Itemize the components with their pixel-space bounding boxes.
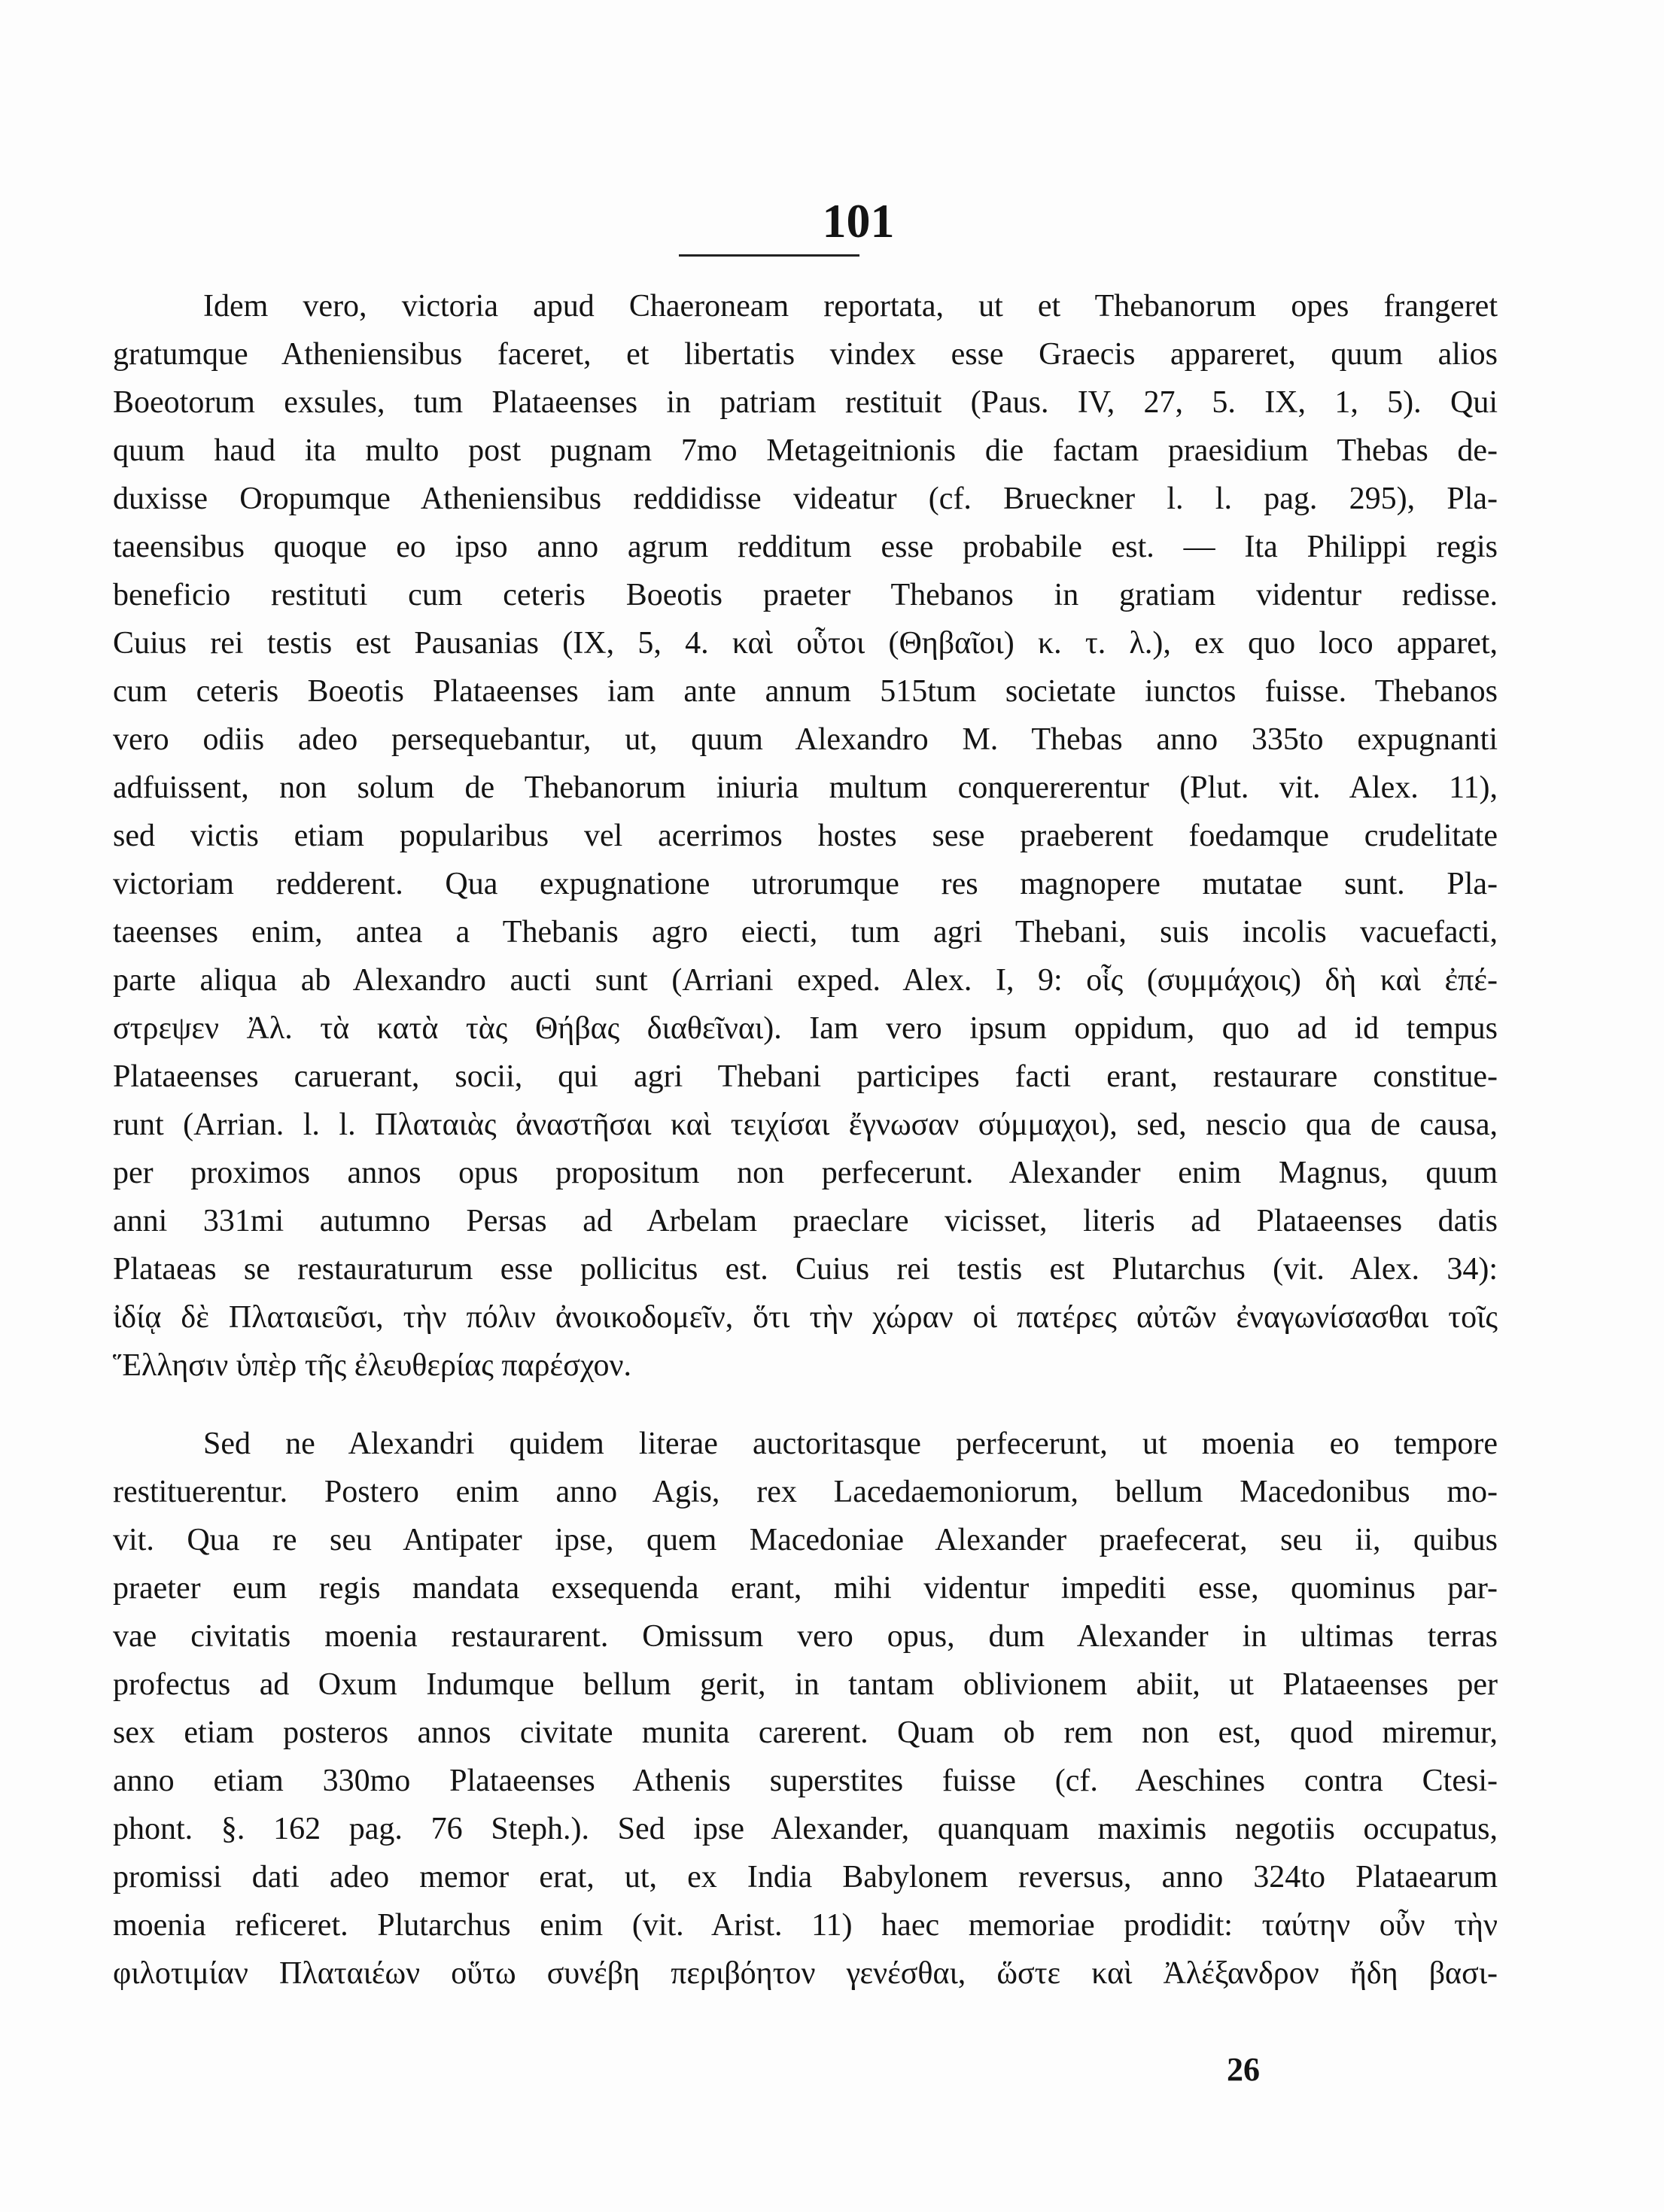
paragraph-gap [113,1390,1498,1420]
text-line: sex etiam posteros annos civitate munita carerent. Quam ob rem non est, quod miremur, [113,1715,1498,1750]
text-line: taeensibus quoque eo ipso anno agrum redditum esse probabile est. — Ita Philippi regis [113,530,1498,564]
text-line: adfuissent, non solum de Thebanorum iniuria multum conquererentur (Plut. vit. Alex. 11), [113,770,1498,805]
text-line: phont. §. 162 pag. 76 Steph.). Sed ipse Alexander, quanquam maximis negotiis occupatus, [113,1812,1498,1846]
text-line: quum haud ita multo post pugnam 7mo Metageitnionis die factam praesidium Thebas de- [113,433,1498,468]
text-line: profectus ad Oxum Indumque bellum gerit, in tantam oblivionem abiit, ut Plataeenses per [113,1667,1498,1702]
text-line: vero odiis adeo persequebantur, ut, quum Alexandro M. Thebas anno 335to expugnanti [113,722,1498,757]
text-line: Plataeas se restauraturum esse pollicitus est. Cuius rei testis est Plutarchus (vit. Alex. 34): [113,1252,1498,1287]
text-line: moenia reficeret. Plutarchus enim (vit. Arist. 11) haec memoriae prodidit: ταύτην οὖν τὴν [113,1908,1498,1943]
text-line: runt (Arrian. l. l. Πλαταιὰς ἀναστῆσαι καὶ τειχίσαι ἔγνωσαν σύμμαχοι), sed, nescio qua de causa, [113,1108,1498,1142]
text-line: Sed ne Alexandri quidem literae auctoritasque perfecerunt, ut moenia eo tempore [203,1427,1498,1461]
text-line: Boeotorum exsules, tum Plataeenses in patriam restituit (Paus. IV, 27, 5. IX, 1, 5). Qui [113,385,1498,420]
text-line: promissi dati adeo memor erat, ut, ex India Babylonem reversus, anno 324to Plataearum [113,1860,1498,1894]
text-line: sed victis etiam popularibus vel acerrimos hostes sese praeberent foedamque crudelitate [113,819,1498,853]
paragraph-2 [113,1420,1498,1998]
text-line: beneficio restituti cum ceteris Boeotis praeter Thebanos in gratiam videntur redisse. [113,578,1498,612]
text-line: taeenses enim, antea a Thebanis agro eiecti, tum agri Thebani, suis incolis vacuefacti, [113,915,1498,950]
text-line: Idem vero, victoria apud Chaeroneam reportata, ut et Thebanorum opes frangeret [203,289,1498,324]
text-line: φιλοτιμίαν Πλαταιέων οὕτω συνέβη περιβόητον γενέσθαι, ὥστε καὶ Ἀλέξανδρον ἤδη βασι- [113,1956,1498,1991]
paragraph-1 [113,282,1498,1390]
header-rule [679,254,859,257]
text-line: parte aliqua ab Alexandro aucti sunt (Arriani exped. Alex. I, 9: οἷς (συμμάχοις) δὴ καὶ ἐπέ- [113,963,1498,998]
signature-mark: 26 [1227,2051,1260,2088]
text-line: anno etiam 330mo Plataeenses Athenis superstites fuisse (cf. Aeschines contra Ctesi- [113,1764,1498,1798]
text-line: Cuius rei testis est Pausanias (IX, 5, 4. καὶ οὗτοι (Θηβαῖοι) κ. τ. λ.), ex quo loco apparet, [113,626,1498,661]
text-line: victoriam redderent. Qua expugnatione utrorumque res magnopere mutatae sunt. Pla- [113,867,1498,901]
text-line: restituerentur. Postero enim anno Agis, rex Lacedaemoniorum, bellum Macedonibus mo- [113,1475,1498,1509]
text-line: ἰδίᾳ δὲ Πλαταιεῦσι, τὴν πόλιν ἀνοικοδομεῖν, ὅτι τὴν χώραν οἱ πατέρες αὐτῶν ἐναγωνίσασθαι τοῖς [113,1300,1498,1335]
body-text [113,282,1498,1998]
text-line: Plataeenses caruerant, socii, qui agri Thebani participes facti erant, restaurare constitue- [113,1059,1498,1094]
text-line: στρεψεν Ἀλ. τὰ κατὰ τὰς Θήβας διαθεῖναι). Iam vero ipsum oppidum, quo ad id tempus [113,1011,1498,1046]
text-line: praeter eum regis mandata exsequenda erant, mihi videntur impediti esse, quominus par- [113,1571,1498,1606]
text-line: anni 331mi autumno Persas ad Arbelam praeclare vicisset, literis ad Plataeenses datis [113,1204,1498,1238]
page-number: 101 [822,194,895,248]
text-line: per proximos annos opus propositum non perfecerunt. Alexander enim Magnus, quum [113,1156,1498,1190]
text-line: vae civitatis moenia restaurarent. Omissum vero opus, dum Alexander in ultimas terras [113,1619,1498,1654]
text-line: gratumque Atheniensibus faceret, et libertatis vindex esse Graecis appareret, quum alios [113,337,1498,372]
text-line: vit. Qua re seu Antipater ipse, quem Macedoniae Alexander praefecerat, seu ii, quibus [113,1523,1498,1557]
text-line: Ἕλλησιν ὑπὲρ τῆς ἐλευθερίας παρέσχον. [113,1348,632,1383]
text-line: duxisse Oropumque Atheniensibus reddidisse videatur (cf. Brueckner l. l. pag. 295), Pla- [113,482,1498,516]
text-line: cum ceteris Boeotis Plataeenses iam ante annum 515tum societate iunctos fuisse. Thebanos [113,674,1498,709]
